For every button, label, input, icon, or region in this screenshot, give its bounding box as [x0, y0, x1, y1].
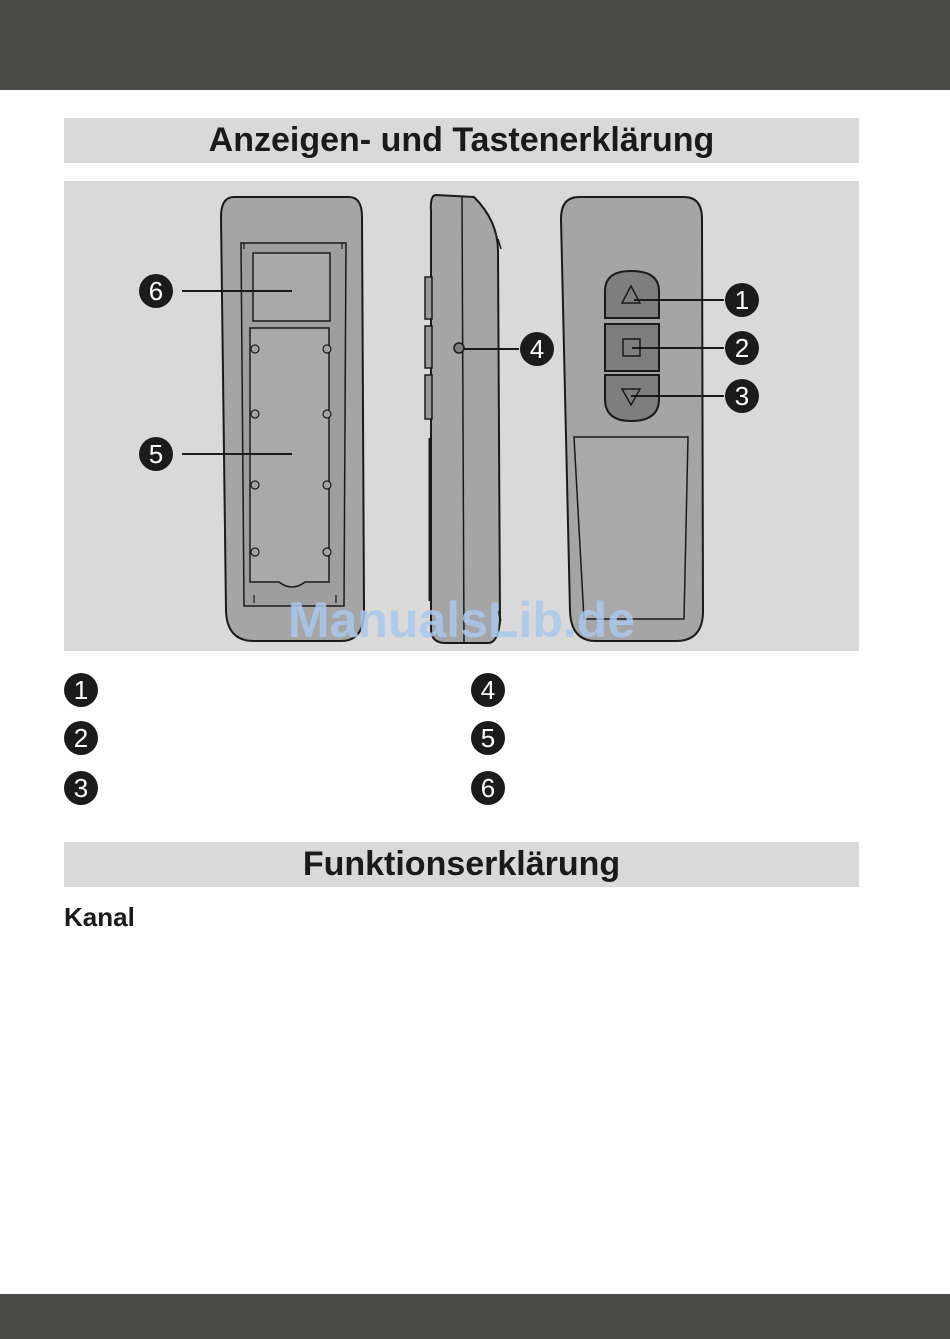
legend-badge: 6: [471, 771, 505, 805]
legend-badge: 2: [64, 721, 98, 755]
callout-2: [725, 331, 759, 365]
legend-item-5: [471, 721, 851, 761]
callout-6: [139, 274, 173, 308]
svg-text:5: 5: [148, 439, 164, 469]
legend-item-2: [64, 721, 444, 761]
legend-item-6: [471, 771, 851, 811]
svg-text:2: 2: [734, 333, 750, 363]
callout-4: [520, 332, 554, 366]
svg-text:3: 3: [734, 381, 750, 411]
legend-badge: 3: [64, 771, 98, 805]
legend-item-1: [64, 673, 444, 713]
remote-control-figure: [64, 181, 859, 651]
watermark: ManualsLib.de: [287, 592, 636, 648]
subheading-channel: Kanal: [64, 902, 135, 932]
legend-item-4: [471, 673, 851, 713]
callout-5: [139, 437, 173, 471]
legend-badge: 4: [471, 673, 505, 707]
legend-badge: 1: [64, 673, 98, 707]
page-header-band: [0, 0, 950, 90]
callout-3: [725, 379, 759, 413]
svg-text:1: 1: [734, 285, 750, 315]
svg-text:6: 6: [148, 276, 164, 306]
remote-side-view: [425, 195, 501, 643]
section-heading-function: Funktionserklärung: [64, 842, 859, 887]
svg-text:4: 4: [529, 334, 545, 364]
page-footer-band: [0, 1294, 950, 1339]
legend-item-3: [64, 771, 444, 811]
remote-back-view: [221, 197, 364, 641]
remote-front-view: [561, 197, 703, 641]
callout-1: [725, 283, 759, 317]
legend-badge: 5: [471, 721, 505, 755]
section-heading-explanation: Anzeigen- und Tastenerklärung: [64, 118, 859, 163]
